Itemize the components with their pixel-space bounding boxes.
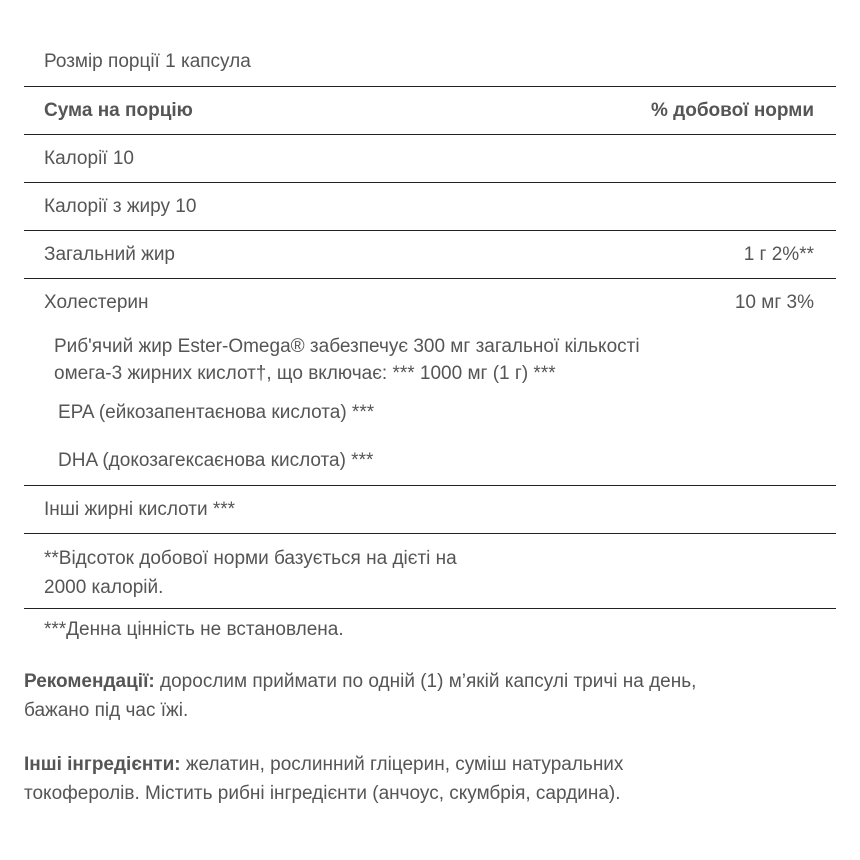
calories-label: Калорії 10 — [44, 147, 134, 169]
not-established-note: ***Денна цінність не встановлена. — [44, 619, 344, 640]
daily-value-note — [44, 544, 457, 602]
omega-line-1: Риб'ячий жир Ester-Omega® забезпечує 300 мг загальної кількості — [54, 336, 640, 357]
other-fatty-acids-row — [24, 485, 836, 533]
omega-description — [44, 333, 640, 387]
recommendations-paragraph — [24, 667, 836, 725]
daily-value-note-line-1: **Відсоток добової норми базується на дієті на — [44, 548, 457, 569]
omega-line-2: омега-3 жирних кислот†, що включає: *** 1000 мг (1 г) *** — [54, 363, 556, 384]
recommendations-line-2: бажано під час їжі. — [24, 700, 189, 721]
not-established-row — [24, 608, 836, 654]
cholesterol-value: 10 мг 3% — [734, 291, 814, 313]
cholesterol-row — [24, 278, 836, 326]
recommendations-line-1 — [24, 667, 836, 696]
total-fat-value: 1 г 2%** — [743, 243, 814, 265]
ingredients-text-1: желатин, рослинний гліцерин, суміш натуральних — [180, 754, 624, 775]
daily-value-note-line-2: 2000 калорій. — [44, 577, 164, 598]
calories-row — [24, 134, 836, 182]
daily-value-header: % добової норми — [650, 99, 814, 121]
epa-label: EPA (ейкозапентаєнова кислота) *** — [58, 402, 375, 423]
total-fat-label: Загальний жир — [44, 243, 175, 265]
table-header-row — [24, 86, 836, 134]
serving-size-row — [24, 38, 836, 86]
other-fatty-acids-label: Інші жирні кислоти *** — [44, 498, 236, 520]
daily-value-note-row — [24, 533, 836, 608]
cholesterol-label: Холестерин — [44, 291, 149, 313]
epa-row — [24, 389, 836, 437]
amount-per-serving-header: Сума на порцію — [44, 99, 193, 121]
serving-size: Розмір порції 1 капсула — [44, 51, 251, 72]
omega-row — [24, 326, 836, 389]
total-fat-row — [24, 230, 836, 278]
dha-label: DHA (докозагексаєнова кислота) *** — [58, 450, 374, 471]
ingredients-paragraph — [24, 750, 836, 808]
ingredients-label: Інші інгредієнти: — [24, 754, 181, 775]
supplement-facts-table — [24, 38, 836, 654]
dha-row — [24, 437, 836, 485]
recommendations-text-1: дорослим приймати по одній (1) м’якій капсулі тричі на день, — [154, 671, 697, 692]
calories-fat-label: Калорії з жиру 10 — [44, 195, 197, 217]
recommendations-label: Рекомендації: — [24, 671, 155, 692]
ingredients-line-1 — [24, 750, 836, 779]
ingredients-line-2: токоферолів. Містить рибні інгредієнти (анчоус, скумбрія, сардина). — [24, 783, 621, 804]
calories-fat-row — [24, 182, 836, 230]
